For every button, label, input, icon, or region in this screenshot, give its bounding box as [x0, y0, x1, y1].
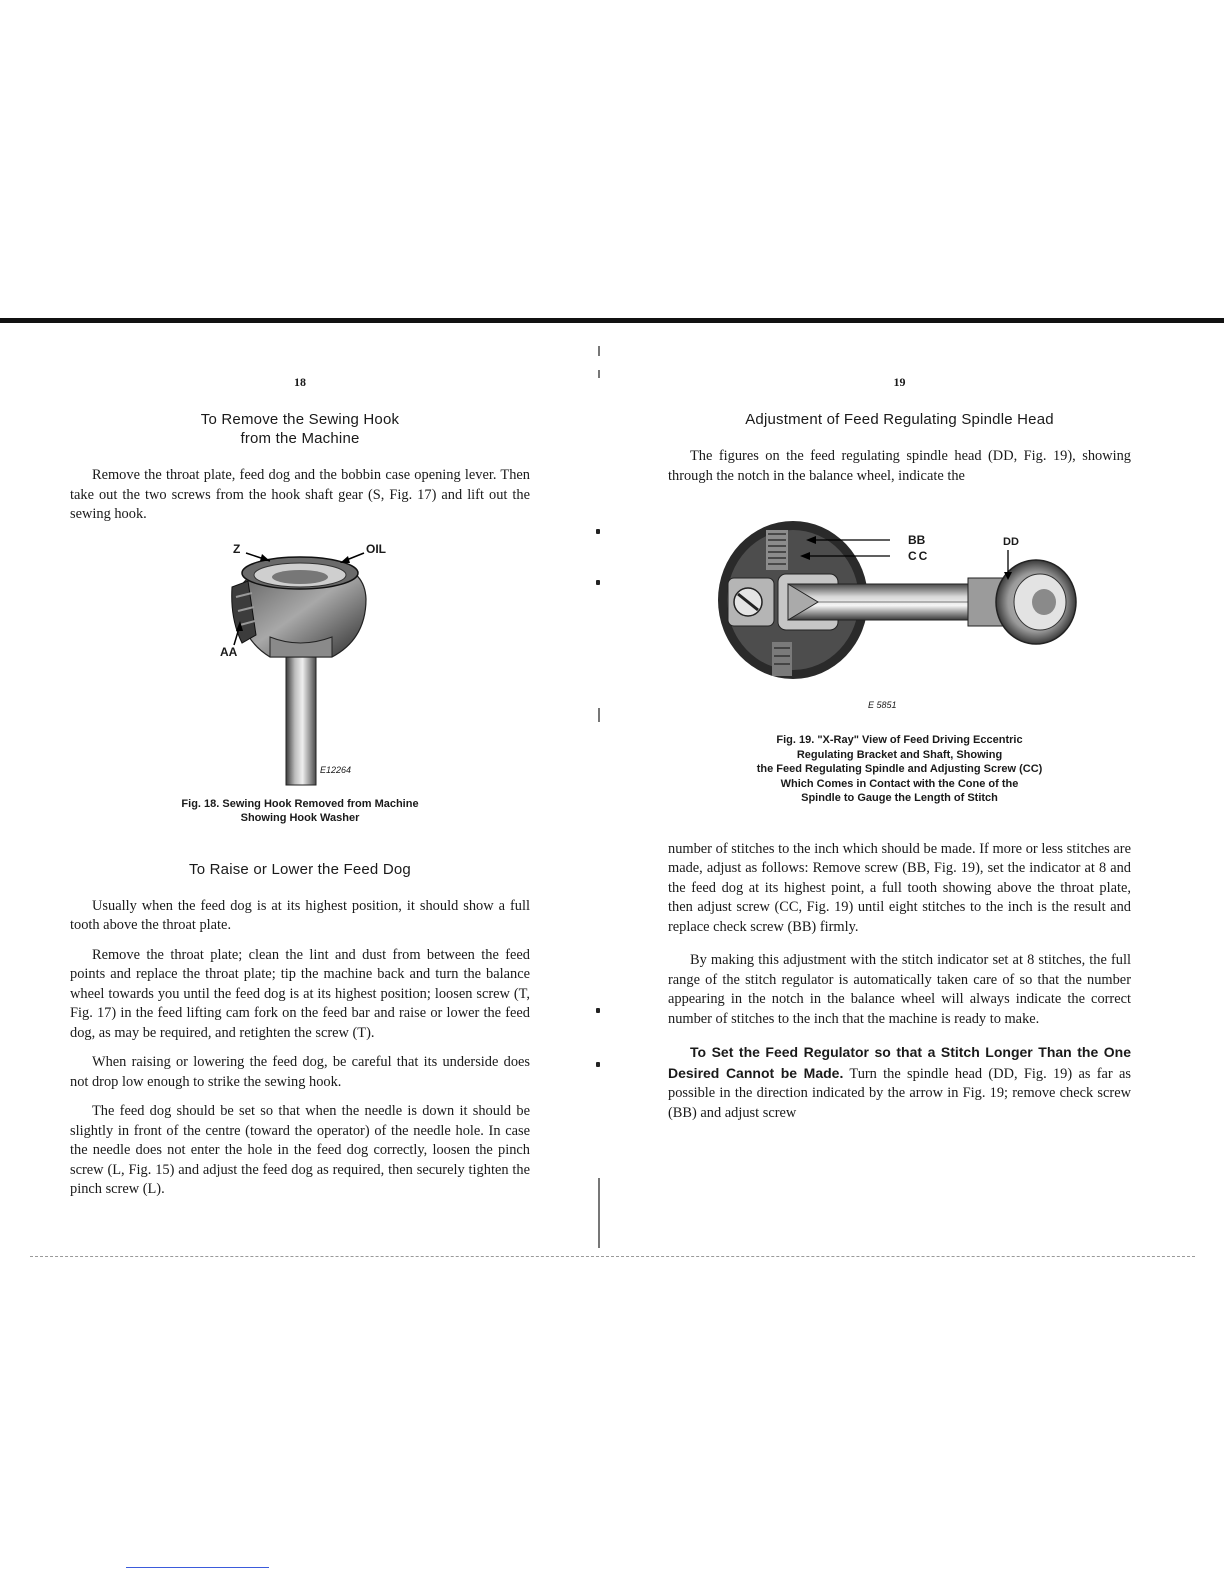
gutter-mark — [598, 708, 600, 722]
gutter-mark — [598, 346, 600, 356]
figure-18-caption: Fig. 18. Sewing Hook Removed from Machine Showing Hook Washer — [181, 797, 419, 824]
figure-19-caption: Fig. 19. "X-Ray" View of Feed Driving Eccentric Regulating Bracket and Shaft, Showing the Feed Regulating Spindle and Adjusting Screw (CC) Which Comes in Contact with the Cone of the Spindle to Gauge the Length of Stitch — [756, 734, 1043, 804]
paragraph: To Set the Feed Regulator so that a Stitch Longer Than the One Desired Cannot be Made. Turn the spindle head (DD, Fig. 19) as far as possible in the direction indicated by the arrow in Fig. 19; remove check screw (BB) and adjust screw — [668, 1044, 1131, 1121]
figure-code: E12264 — [320, 764, 352, 775]
inline-heading: To Set the Feed Regulator so that a Stitch Longer Than the One Desired Cannot be Made. — [668, 1044, 1131, 1081]
section-title-remove-hook: To Remove the Sewing Hook from the Machine — [200, 411, 400, 447]
right-page — [668, 375, 1131, 1123]
section-title-feed-dog: To Raise or Lower the Feed Dog — [189, 860, 411, 878]
page-number: 18 — [294, 375, 306, 389]
bottom-page-edge-rule — [30, 1256, 1195, 1257]
label-oil: OIL — [366, 541, 386, 556]
blue-underline-mark — [126, 1567, 269, 1568]
sewing-hook-illustration — [70, 539, 530, 789]
label-dd: DD — [1003, 536, 1019, 548]
paragraph: The feed dog should be set so that when the needle is down it should be slightly in front of the centre (toward the operator) of the needle hole. In case the needle does not enter the hole in the feed dog correctly, loosen the pinch screw (L, Fig. 15) and adjust the feed dog as required, then securely tighten the pinch screw (L). — [70, 1103, 530, 1197]
figure-code: E 5851 — [868, 700, 897, 710]
figure-18 — [70, 539, 530, 789]
paragraph: The figures on the feed regulating spindle head (DD, Fig. 19), showing through the notch in the balance wheel, indicate the — [668, 448, 1131, 484]
section-title-spindle-head: Adjustment of Feed Regulating Spindle Head — [745, 411, 1054, 428]
figure-19 — [668, 516, 1131, 721]
left-page — [70, 375, 530, 1200]
paragraph: Usually when the feed dog is at its highest position, it should show a full tooth above the throat plate. — [70, 897, 530, 933]
gutter-mark — [598, 1178, 600, 1248]
paragraph: Remove the throat plate; clean the lint and dust from between the feed points and replace the throat plate; tip the machine back and turn the balance wheel towards you until the feed dog is at its highest position; loosen screw (T, Fig. 17) in the feed lifting cam fork on the feed bar and raise or lower the feed dog, as may be required, and retighten the screw (T). — [70, 946, 530, 1041]
paragraph: By making this adjustment with the stitch indicator set at 8 stitches, the full range of the stitch regulator is automatically taken care of so that the number appearing in the notch in the balance wheel will always indicate the correct number of stitches to the inch that the machine is ready to make. — [668, 952, 1131, 1027]
feed-regulator-xray-illustration — [668, 516, 1131, 721]
paragraph: number of stitches to the inch which should be made. If more or less stitches are made, adjust as follows: Remove screw (BB, Fig. 19), set the indicator at 8 and the feed dog at its highest point, a full tooth showing above the throat plate, then adjust screw (CC, Fig. 19) until eight stitches to the inch is the result and replace check screw (BB) firmly. — [668, 840, 1131, 935]
paragraph: When raising or lowering the feed dog, be careful that its underside does not drop low enough to strike the sewing hook. — [70, 1054, 530, 1090]
label-z: Z — [233, 541, 241, 556]
page-number: 19 — [893, 375, 906, 389]
label-bb: BB — [908, 533, 926, 547]
label-cc: CC — [908, 549, 930, 563]
top-page-edge-rule — [0, 318, 1224, 323]
paragraph: Remove the throat plate, feed dog and the bobbin case opening lever. Then take out the two screws from the hook shaft gear (S, Fig. 17) and lift out the sewing hook. — [70, 467, 530, 522]
gutter-mark — [598, 370, 600, 378]
gutter-dot — [596, 529, 600, 534]
gutter-dot — [596, 1062, 600, 1067]
gutter-dot — [596, 1008, 600, 1013]
gutter-dot — [596, 580, 600, 585]
label-aa: AA — [220, 644, 238, 659]
